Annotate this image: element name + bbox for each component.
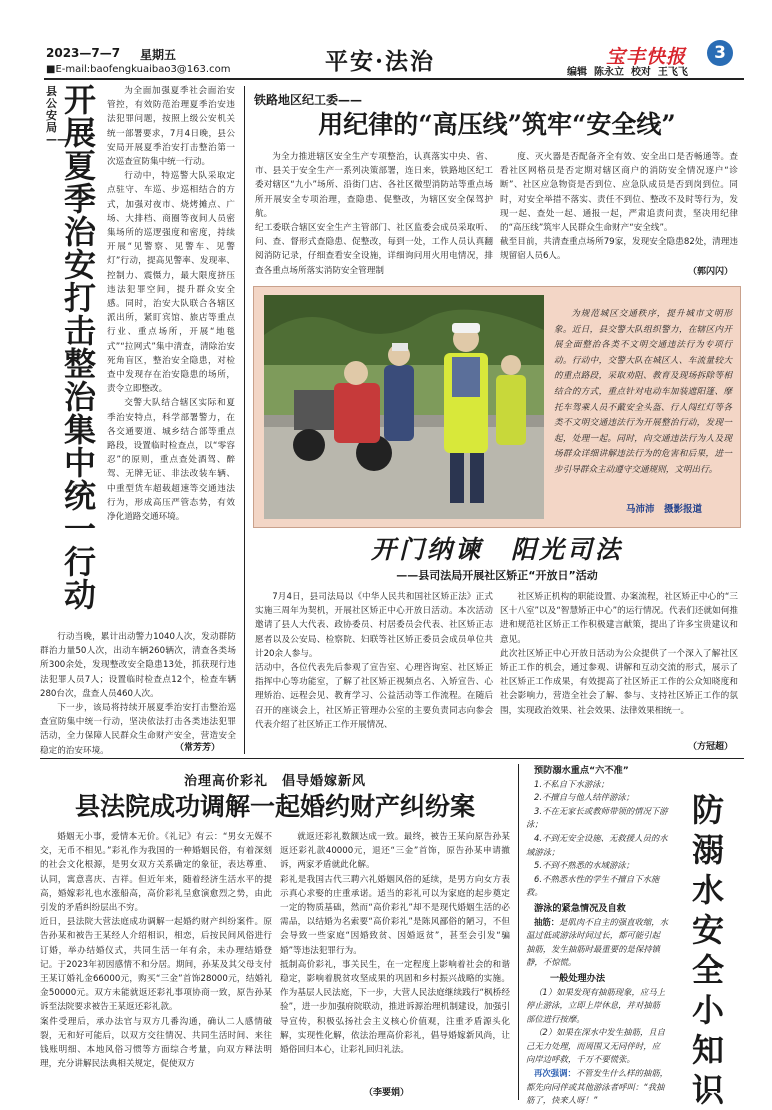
story5-panel: [526, 764, 668, 1106]
issue-date: 2023—7—7: [46, 46, 121, 60]
method-heading: 一般处理办法: [550, 972, 606, 984]
story3-headline: 开门纳谏 阳光司法: [370, 535, 623, 564]
story4-headline: 县法院成功调解一起婚约财产纠纷案: [74, 792, 475, 821]
cramp-paragraph: [526, 916, 668, 970]
story3-subhead: ——县司法局开展社区矫正“开放日”活动: [396, 569, 598, 582]
photo-credit: 马沛沛 摄影报道: [626, 504, 703, 515]
story4-col-a: 婚姻无小事，爱情本无价。《礼记》有云：“男女无媒不交，无币不相见。”彩礼作为我国的一种婚姻民俗，有着深刻的社会文化根源，是男女双方关系确定的象征，表达尊重、认同，寓意喜庆、吉祥。但近年来，随着经济生活水平的提高，婚嫁彩礼也水涨船高，高价彩礼呈愈演愈烈之势，由此引发的矛盾纠纷层出不穷。 近日，县法院大营法庭成功调解一起婚约财产纠纷案件。原告孙某和被告王某经人介绍相识，相恋，后按民间风俗进行订婚，举办结婚仪式，共同生活一年有余，未办理结婚登记。于2023年初因感情不和分居。期间，孙某及其父母支付王某订婚礼金66000元，购买“三金”首饰28000元，结婚礼金50000元。双方未能就返还彩礼事项协商一致，原告孙某诉至法院要求被告王某返还彩礼款。 案件受理后，承办法官与双方几番沟通，确认二人感情破裂，无和好可能后，以双方交往情况、共同生活时间、来往钱账明细、本地风俗习惯等方面综合考量，向双方释法明理，充分讲解民法典相关规定，促使双方: [40, 832, 272, 1070]
story3-byline: （方冠超）: [688, 742, 734, 752]
note-text: 不管发生什么样的抽筋，都先向同伴或其他游泳者呼叫：“我抽筋了，快来人呀！”: [526, 1068, 668, 1106]
method-1: （1）如果发现有抽筋现象，应马上停止游泳，立即上岸休息，并对抽筋部位进行按摩。: [526, 986, 665, 1024]
photo-caption: 为规范城区交通秩序，提升城市文明形象。近日，县交警大队组织警力，在辖区内开展全面整治各类不文明交通违法行为专项行动。行动中，交警大队在城区人、车流量较大的重点路段，采取劝阻、教育及现场拆除等相结合的方式，重点针对电动车加装遮阳篷、摩托车驾乘人员不戴安全头盔、行人闯红灯等各类不文明交通违法行为开展整治行动，发现一起，处理一起。同时，向交通违法行为人及现场群众详细讲解违法行为的危害和后果，进一步引导群众主动遵守交通规则，文明出行。: [554, 309, 732, 475]
page-number-badge: 3: [707, 40, 733, 66]
rule-item-3: 3.不在无家长或教师带领的情况下游泳；: [526, 805, 668, 830]
proofreader-name: 王飞飞: [657, 67, 688, 78]
photo-feature-box: [253, 286, 741, 528]
story1-para3: 交警大队结合辖区实际和夏季治安特点，科学部署警力，在各交通要道、城乡结合部等重点路段，设置临时检查点，以“零容忍”的原则，重点查处酒驾、醉驾、无牌无证、非法改装车辆、中重型货车超载超速等交通违法行为，形成高压严管态势，有效净化道路交通环境。: [107, 398, 235, 523]
emergency-heading: 游泳的紧急情况及自救: [534, 902, 626, 914]
proof-label: 校对: [630, 67, 651, 78]
rule-item-4: 4.不到无安全设施、无救援人员的水域游泳；: [526, 832, 668, 857]
editor-label: 编辑: [567, 67, 587, 78]
story2-byline: （郭闪闪）: [688, 267, 734, 277]
story4-byline: （李要娟）: [364, 1088, 410, 1098]
story1-para5: 下一步，该局将持续开展夏季治安打击整治巡查宣防集中统一行动，坚决依法打击各类违法犯罪活动，全力保障人民群众生命财产安全，营造安全稳定的治安环境。: [40, 703, 236, 756]
story1-para1: 为全面加强夏季社会面治安管控，有效防范治理夏季治安违法犯罪问题，按照上级公安机关统一部署要求，7月4日晚，县公安局开展夏季治安打击整治第一次巡查宣防集中统一行动。: [107, 86, 235, 168]
traffic-police-photo: [264, 295, 544, 519]
editor-line: [567, 63, 688, 78]
section-title: 平安·法治: [325, 48, 436, 75]
rules-heading: 预防溺水重点“六不准”: [534, 765, 629, 776]
cramp-text: 是肌肉不自主的强直收缩，水温过低或游泳时间过长，都可能引起抽筋，发生抽筋时最重要的是保持镇静，不惊慌。: [526, 916, 668, 968]
header-rule: [44, 78, 744, 80]
masthead-logo: 宝丰快报: [606, 46, 687, 68]
story4-col-b: 就返还彩礼数额达成一致。最终，被告王某向原告孙某返还彩礼款40000元，退还“三金”首饰，原告孙某申请撤诉，两家矛盾就此化解。 彩礼是我国古代三聘六礼婚姻风俗的延续，是男方向女方表示真心求娶的庄重承诺。适当的彩礼可以为家庭的起步奠定一定的物质基础，然而“高价彩礼”却不是现代婚姻生活的必需品，以结婚为名索要“高价彩礼”是陈风鄙俗的陋习，不但会导致一些家庭“因婚致贫、因婚返贫”，甚至会引发“骗婚”等违法犯罪行为。 抵制高价彩礼，事关民生，在一定程度上影响着社会的和谐稳定，影响着脱贫攻坚成果的巩固和乡村振兴战略的实施。作为基层人民法庭，下一步，大营人民法庭继续践行“枫桥经验”，进一步加强府院联动，推进诉源治理机制建设，加强引导宣传，积极弘扬社会主义核心价值观，注重矛盾源头化解，实现性化解，依法治理高价彩礼，倡导婚嫁新风尚，让婚俗回归本心，让彩礼回归礼法。: [280, 832, 510, 1056]
note-label: 再次强调：: [534, 1068, 576, 1079]
story3-col-a: 7月4日，县司法局以《中华人民共和国社区矫正法》正式实施三周年为契机，开展社区矫正中心开放日活动。本次活动邀请了县人大代表、政协委员、村居委员会代表、社区矫正志愿者以及公安局、检察院、妇联等社区矫正委员会成员单位共计20余人参与。 活动中，各位代表先后参观了宣告室、心理咨询室、社区矫正指挥中心等功能室，了解了社区矫正视频点名、入矫宣告、心理矫治、远程会见、教育学习、公益活动等工作流程。在随后召开的座谈会上，社区矫正管理办公室的主要负责同志向参会代表介绍了社区矫正工作开展情况、: [255, 592, 493, 730]
issue-weekday: 星期五: [140, 48, 177, 62]
story3-col-b: 社区矫正机构的职能设置、办案流程，社区矫正中心的“三区十八室”以及“智慧矫正中心”的运行情况。代表们还就如何推进和规范社区矫正工作积极建言献策，提出了许多宝贵建议和意见。 此次社区矫正中心开放日活动为公众提供了一个深入了解社区矫正工作的机会，通过参观、讲解和互动交流的形式，展示了社区矫正工作成果，有效提高了社区矫正工作的公众知晓度和社会影响力，营造全社会了解、参与、支持社区矫正工作的氛围，实现政治效果、社会效果、法律效果相统一。: [500, 592, 738, 716]
story1-headline: 开展夏季治安打击整治集中统一行动: [64, 81, 97, 614]
story5-headline: 防溺水安全小知识: [691, 791, 724, 1109]
story2-kicker: 铁路地区纪工委——: [254, 93, 363, 107]
email-line: ■E-mail:baofengkuaibao3@163.com: [46, 64, 231, 75]
story4-kicker: 治理高价彩礼 倡导婚嫁新风: [183, 774, 366, 789]
story1-para4: 行动当晚，累计出动警力1040人次，发动群防群治力量50人次，出动车辆260辆次，清查各类场所300余处，发现整改安全隐患13处，抓获现行违法犯罪人员7人；设置临时检查点12个，检查车辆280台次，盘查人员460人次。: [40, 632, 236, 699]
story1-para2: 行动中，特巡警大队采取定点驻守、车巡、步巡相结合的方式，加强对夜市、烧烤摊点、广场、大排档、商圈等夜间人员密集场所的巡逻强度和密度，持续开展“见警察、见警车、见警灯”行动，提高见警率、发现率、控制力、震慑力，最大限度挤压违法犯罪空间，提升群众安全感。同时，治安大队联合各辖区派出所，紧盯宾馆、旅店等重点行业、重点场所，开展“地毯式”“拉网式”集中清查，清除治安死角盲区，整治安全隐患，对检查中发现存在治安隐患的场所，责令立即整改。: [107, 171, 235, 395]
story1-body-column: [107, 84, 235, 630]
editor-name: 陈永立: [593, 67, 624, 78]
rule-item-5: 5.不到不熟悉的水域游泳；: [534, 860, 635, 871]
story2-col-a: 为全力推进辖区安全生产专项整治，认真落实中央、省、市、县关于安全生产一系列决策部署，连日来，铁路地区纪工委对辖区“九小”场所、沿街门店、各社区微型消防站等重点场所开展安全专项治理，查隐患、促整改，为辖区安全保驾护航。 纪工委联合辖区安全生产主管部门、社区监委会成员采取听、问、查、督形式查隐患、促整改，每到一处，工作人员认真翻阅消防记录，仔细查看安全设施，详细询问用火用电情况，排查各重点场所落实消防安全管理制: [255, 152, 493, 276]
story1-kicker: 县公安局——: [46, 85, 68, 146]
mid-page-rule: [40, 758, 744, 759]
note-paragraph: [526, 1067, 668, 1108]
rule-item-6: 6.不熟悉水性的学生不擅自下水施救。: [526, 873, 660, 898]
story4-divider: [518, 764, 519, 1100]
story1-divider: [244, 86, 245, 754]
story2-col-b: 度、灭火器是否配备齐全有效、安全出口是否畅通等。查看社区网格员是否定期对辖区商户的消防安全情况逐户“诊断”、社区应急物资是否到位、应急队成员是否到岗到位。同时，对安全举措不落实、责任不到位、整改不及时等行为，发现一起、查处一起、通报一起，严肃追责问责，坚决用纪律的“高压线”筑牢人民群众生命财产“安全线”。 截至目前，共清查重点场所79家，发现安全隐患82处，清理违规留宿人员6人。: [500, 152, 738, 262]
method-2: （2）如果在深水中发生抽筋，且自己无力处理，而周围又无同伴时，应向岸边呼救，千万不要慌张。: [526, 1027, 665, 1065]
story2-headline: 用纪律的“高压线”筑牢“安全线”: [318, 110, 676, 139]
cramp-label: 抽筋：: [534, 916, 560, 927]
rule-item-1: 1.不私自下水游泳；: [534, 778, 609, 789]
rule-item-2: 2.不擅自与他人结伴游泳；: [534, 792, 635, 803]
story1-byline: （常芳芳）: [175, 743, 221, 753]
